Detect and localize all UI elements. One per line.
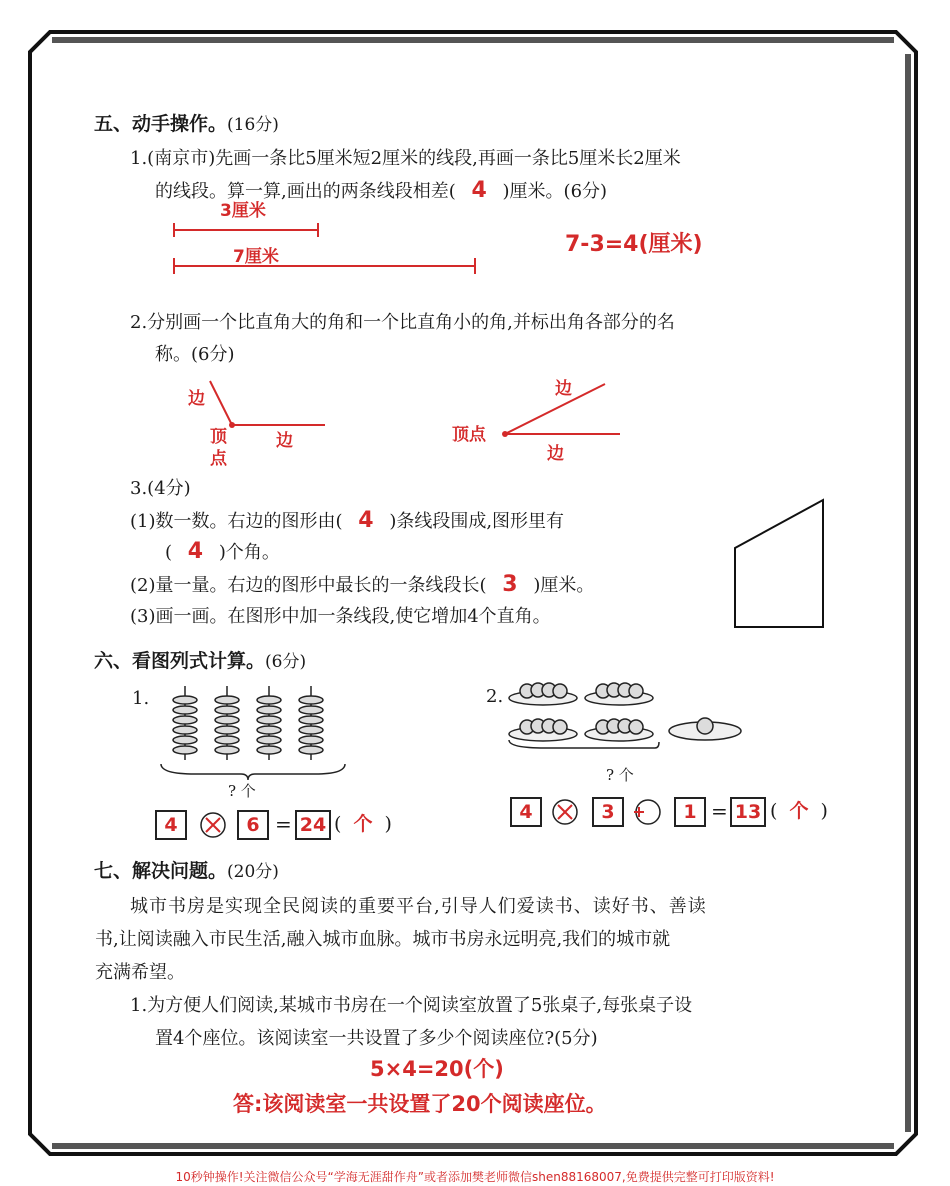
section6-heading: 六、看图列式计算。(6分)	[94, 650, 307, 672]
segment-short-label: 3厘米	[220, 201, 266, 221]
q5-3-head: 3.(4分)	[130, 478, 191, 499]
q7-1-answer: 答:该阅读室一共设置了20个阅读座位。	[233, 1092, 607, 1116]
q5-1-line1: 1.(南京市)先画一条比5厘米短2厘米的线段,再画一条比5厘米长2厘米	[130, 148, 681, 169]
q6-2-box-a: 4	[510, 797, 542, 827]
multiply-icon-2	[550, 797, 580, 827]
q7-1-line1: 1.为方便人们阅读,某城市书房在一个阅读室放置了5张桌子,每张桌子设	[130, 995, 693, 1016]
segment-long-label: 7厘米	[233, 247, 279, 267]
q6-1-equals: =	[275, 812, 292, 836]
q6-1-box-result: 24	[295, 810, 331, 840]
section7-para-line2: 书,让阅读融入市民生活,融入城市血脉。城市书房永远明亮,我们的城市就	[95, 929, 671, 950]
angle2-side-label-2: 边	[547, 444, 564, 464]
q5-3-p1b: ( 4 )个角。	[165, 539, 280, 564]
q5-1-line2: 的线段。算一算,画出的两条线段相差( 4 )厘米。(6分)	[155, 178, 608, 203]
q6-2-brace-label: ? 个	[606, 766, 634, 784]
q6-1-brace-label: ? 个	[228, 782, 256, 800]
q6-2-box-result: 13	[730, 797, 766, 827]
q5-3-p1: (1)数一数。右边的图形由( 4 )条线段围成,图形里有	[130, 508, 565, 533]
q6-1-unit: ( 个 )	[334, 813, 392, 835]
calc-q5-1: 7-3=4(厘米)	[565, 232, 703, 257]
answer-longest: 3	[502, 572, 518, 597]
segments-drawing	[170, 220, 490, 280]
angle1-vertex-label-b: 点	[210, 449, 227, 469]
trapezoid-figure	[728, 495, 828, 630]
section7-heading: 七、解决问题。(20分)	[94, 860, 279, 882]
section5-heading: 五、动手操作。(16分)	[94, 113, 279, 135]
plates-of-fruit	[505, 676, 755, 756]
angle1-side-label-2: 边	[276, 431, 293, 451]
q7-1-line2: 置4个座位。该阅读室一共设置了多少个阅读座位?(5分)	[155, 1028, 598, 1049]
q6-2-box-c: 1	[674, 797, 706, 827]
q6-2-unit: ( 个 )	[770, 800, 828, 822]
q6-2-num: 2.	[486, 686, 504, 707]
q5-3-p2: (2)量一量。右边的图形中最长的一条线段长( 3 )厘米。	[130, 572, 595, 597]
q6-1-num: 1.	[132, 688, 150, 709]
multiply-icon	[198, 810, 228, 840]
angle1-vertex-label-a: 顶	[210, 427, 227, 447]
q6-1-box-b: 6	[237, 810, 269, 840]
q6-1-box-a: 4	[155, 810, 187, 840]
q5-2-line2: 称。(6分)	[155, 344, 235, 365]
answer-difference: 4	[471, 178, 487, 203]
plus-icon	[630, 797, 664, 827]
q5-2-line1: 2.分别画一个比直角大的角和一个比直角小的角,并标出角各部分的名	[130, 312, 675, 333]
q7-1-calc: 5×4=20(个)	[370, 1057, 504, 1081]
abacus-stacks	[155, 682, 355, 782]
angle1-side-label: 边	[188, 389, 205, 409]
footer-promo: 10秒钟操作!关注微信公众号“学海无涯甜作舟”或者添加樊老师微信shen88168007,免费提供完整可打印版资料!	[175, 1170, 775, 1184]
angle2-side-label: 边	[555, 379, 572, 399]
q5-3-p3: (3)画一画。在图形中加一条线段,使它增加4个直角。	[130, 606, 551, 627]
section7-para-line1: 城市书房是实现全民阅读的重要平台,引导人们爱读书、读好书、善读	[130, 896, 707, 917]
section7-para-line3: 充满希望。	[95, 962, 185, 983]
q6-2-equals: =	[711, 799, 728, 823]
angle2-vertex-label: 顶点	[452, 425, 486, 445]
q6-2-box-b: 3	[592, 797, 624, 827]
answer-angles: 4	[187, 539, 204, 564]
answer-segments: 4	[358, 508, 374, 533]
